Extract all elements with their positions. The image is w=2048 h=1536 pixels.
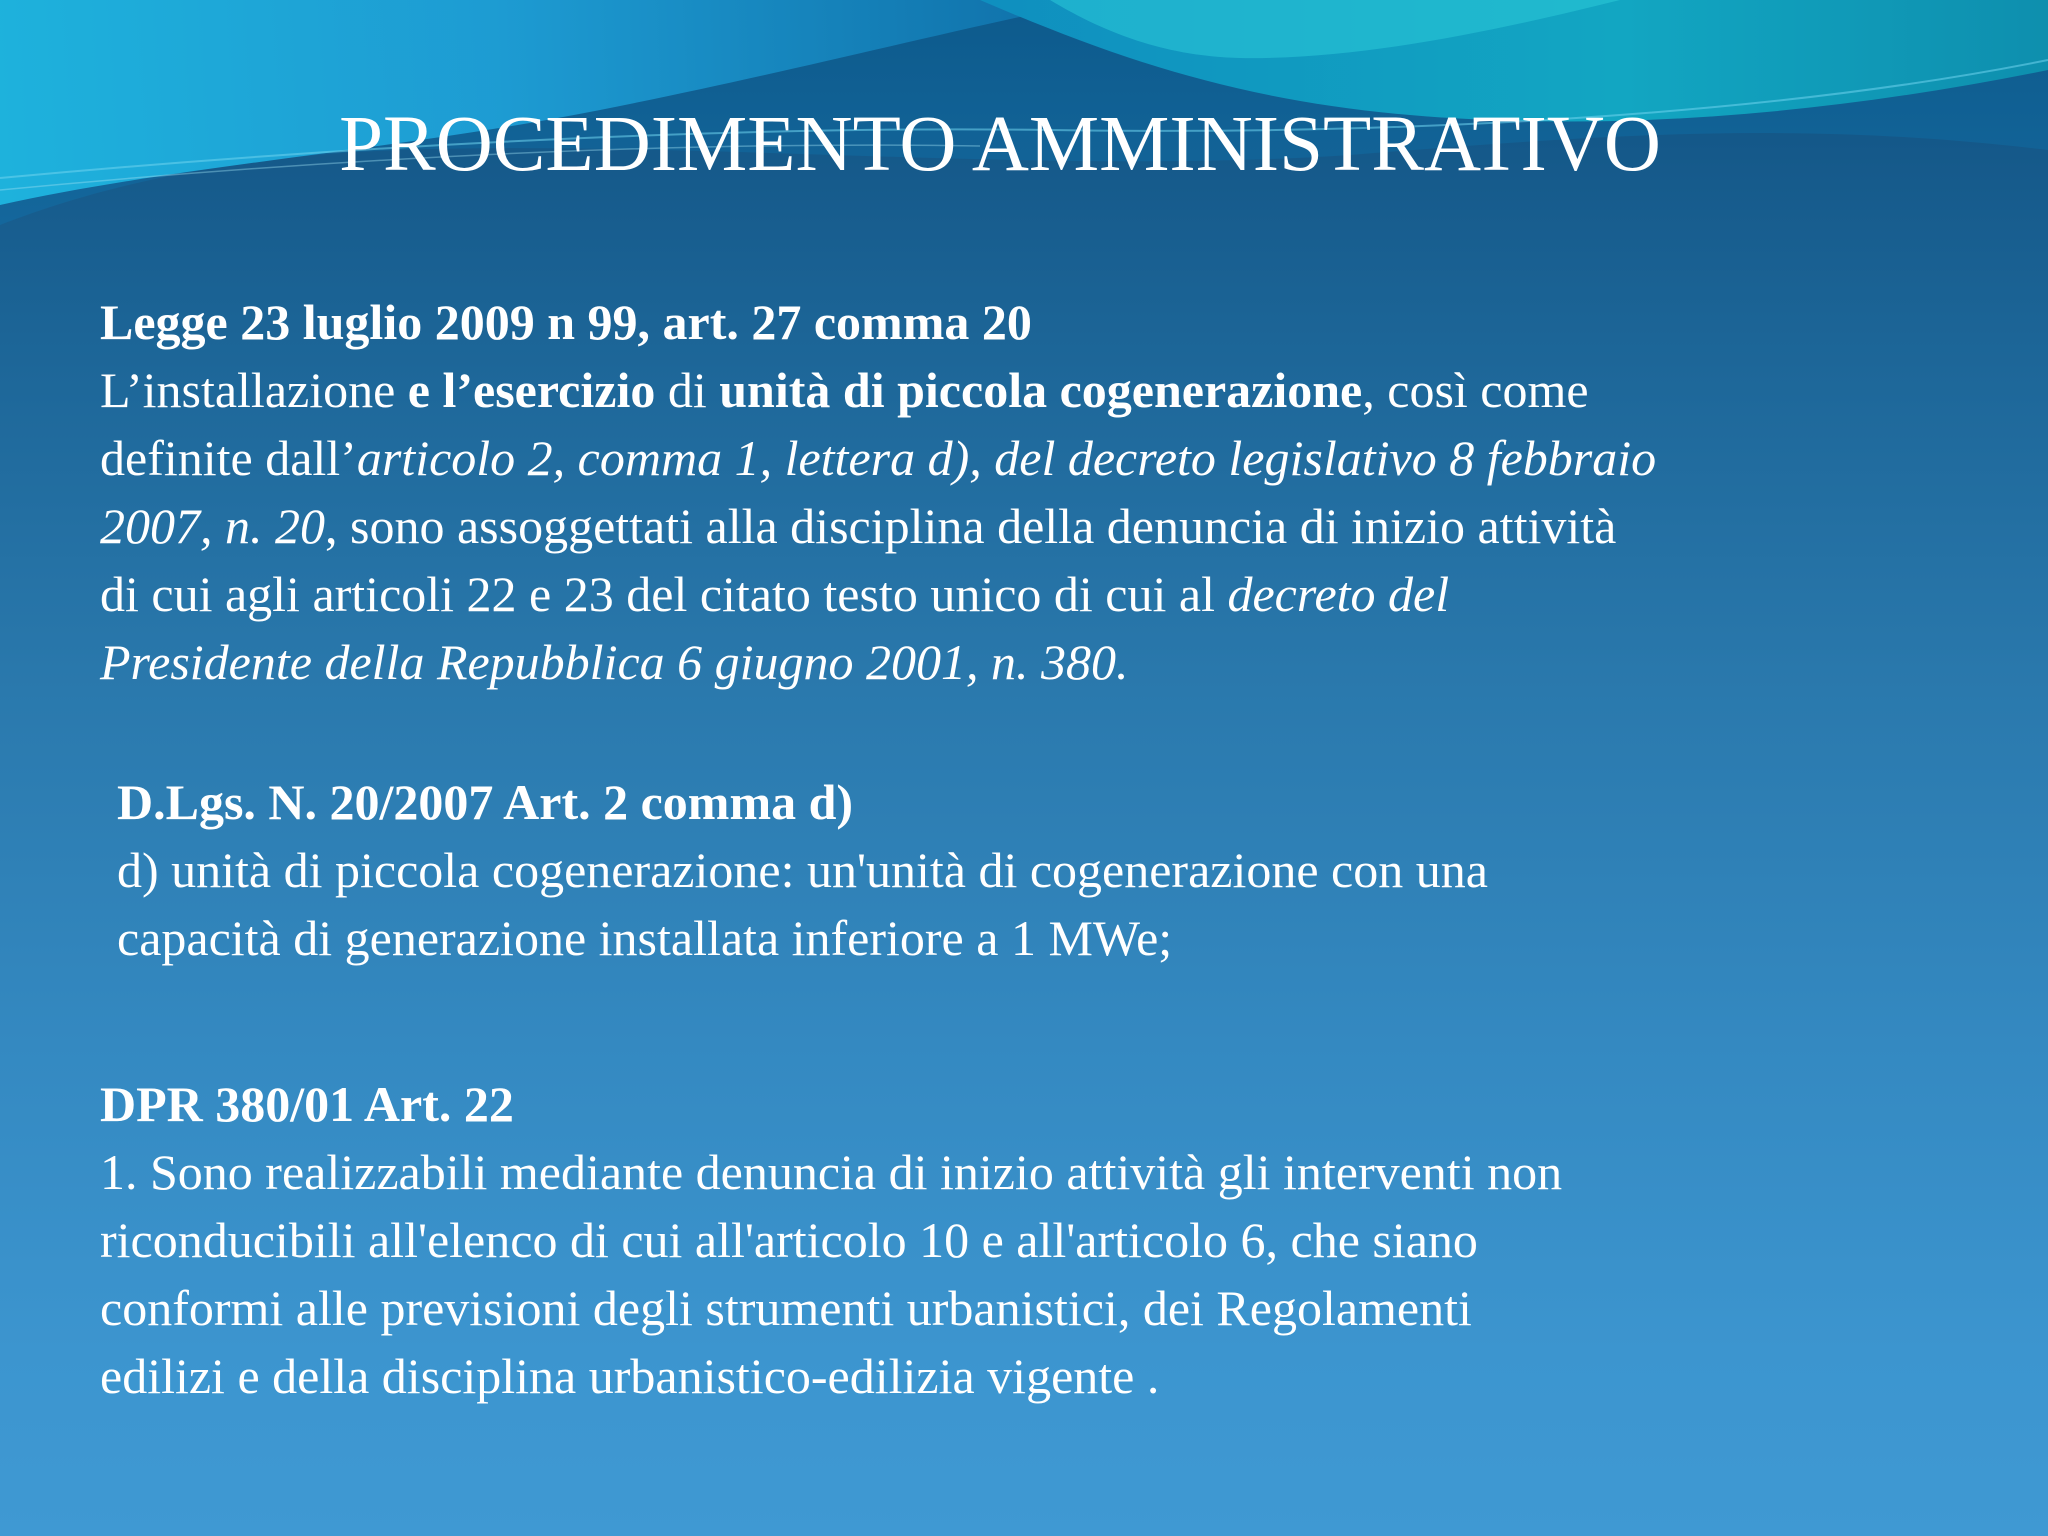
legge-text: di xyxy=(655,362,720,418)
legge-line-4 xyxy=(100,560,1656,628)
legge-text: , così come xyxy=(1362,362,1589,418)
legge-bold-text: e l’esercizio xyxy=(407,362,656,418)
legge-text: definite dall’ xyxy=(100,430,357,486)
legge-line-3 xyxy=(100,492,1656,560)
dpr-section xyxy=(100,1070,1562,1410)
dlgs-heading: D.Lgs. N. 20/2007 Art. 2 comma d) xyxy=(117,774,854,830)
legge-heading: Legge 23 luglio 2009 n 99, art. 27 comma 20 xyxy=(100,294,1032,350)
legge-line-5: Presidente della Repubblica 6 giugno 2001, n. 380. xyxy=(100,634,1129,690)
legge-text: , sono assoggettati alla disciplina della denuncia di inizio attività xyxy=(325,498,1617,554)
dlgs-section xyxy=(117,768,1488,972)
legge-italic-text: 2007, n. 20 xyxy=(100,498,325,554)
legge-line-2 xyxy=(100,424,1656,492)
dpr-line-3: conformi alle previsioni degli strumenti urbanistici, dei Regolamenti xyxy=(100,1280,1472,1336)
dlgs-line-2: capacità di generazione installata inferiore a 1 MWe; xyxy=(117,910,1173,966)
legge-bold-text: unità di piccola cogenerazione xyxy=(719,362,1363,418)
legge-italic-text: decreto del xyxy=(1227,566,1450,622)
dlgs-line-1: d) unità di piccola cogenerazione: un'unità di cogenerazione con una xyxy=(117,842,1488,898)
slide-title: PROCEDIMENTO AMMINISTRATIVO xyxy=(339,101,1661,188)
dpr-heading: DPR 380/01 Art. 22 xyxy=(100,1076,514,1132)
legge-text: di cui agli articoli 22 e 23 del citato testo unico di cui al xyxy=(100,566,1228,622)
dpr-line-1: 1. Sono realizzabili mediante denuncia di inizio attività gli interventi non xyxy=(100,1144,1563,1200)
legge-text: L’installazione xyxy=(100,362,408,418)
legge-line-1 xyxy=(100,356,1656,424)
legge-italic-text: articolo 2, comma 1, lettera d), del decreto legislativo 8 febbraio xyxy=(356,430,1657,486)
dpr-line-4: edilizi e della disciplina urbanistico-edilizia vigente . xyxy=(100,1348,1160,1404)
dpr-line-2: riconducibili all'elenco di cui all'articolo 10 e all'articolo 6, che siano xyxy=(100,1212,1478,1268)
legge-section xyxy=(100,288,1656,696)
